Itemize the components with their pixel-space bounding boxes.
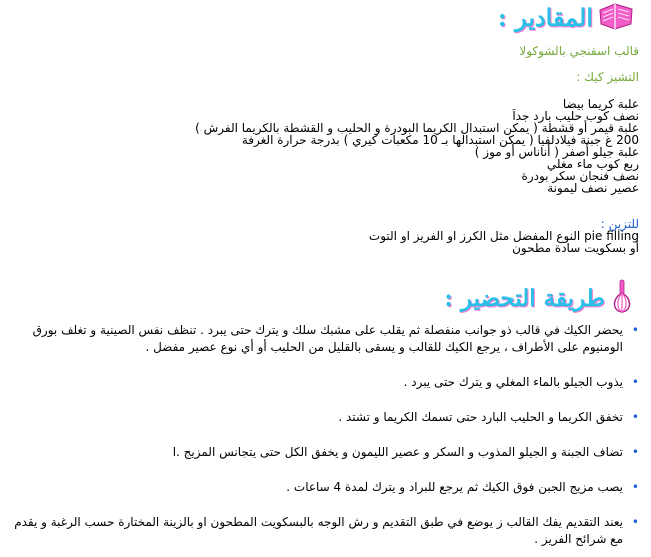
bullet-icon: •	[631, 410, 639, 424]
ingredient-item: علبة كريما بيضا	[562, 97, 639, 111]
ingredients-heading	[498, 0, 635, 34]
list-item	[6, 479, 641, 496]
list-item	[6, 322, 641, 356]
list-item	[6, 444, 641, 461]
bullet-icon: •	[631, 375, 639, 389]
garnish-item: pie filling النوع المفضل مثل الكرز او الفريز او التوت	[368, 229, 639, 243]
ingredients-list	[195, 98, 639, 194]
step-text: تضاف الجبنة و الجيلو المذوب و السكر و عصير الليمون و يخفق الكل حتى يتجانس المزيج .ا	[172, 445, 623, 459]
step-text: يحضر الكيك في قالب ذو جوانب منفصلة ثم يقلب على مشبك سلك و يترك حتى يبرد . تنظف نفس الصينية و تغلف بورق الومنيوم على الأطراف ، يرجع الكيك للقالب و يسقى بالقليل من الحليب أو أي نوع عصير مفضل .	[32, 323, 623, 354]
cake-label: التشيز كيك :	[576, 70, 639, 84]
garnish-item: أو بسكويت سادة مطحون	[512, 241, 639, 255]
method-title: طريقة التحضير :	[444, 284, 605, 312]
ingredient-item: 200 غ جبنة فيلادلفيا ( يمكن استبدالها بـ 10 مكعبات كيري ) بدرجة حرارة الغرفة	[241, 133, 639, 147]
bullet-icon: •	[631, 323, 639, 337]
garnish-section	[369, 218, 639, 254]
list-item	[6, 409, 641, 426]
step-text: يصب مزيج الجبن فوق الكيك ثم يرجع للبراد و يترك لمدة 4 ساعات .	[286, 480, 623, 494]
method-steps	[6, 322, 641, 548]
step-text: يذوب الجيلو بالماء المغلي و يترك حتى يبرد .	[403, 375, 623, 389]
list-item	[6, 374, 641, 391]
method-heading	[444, 278, 635, 318]
ingredient-item: نصف كوب حليب بارد جداَ	[512, 109, 639, 123]
bullet-icon: •	[631, 515, 639, 529]
step-text: يعند التقديم يفك القالب ز يوضع في طبق التقديم و رش الوجه بالبسكويت المطحون او بالزينة المختارة حسب الرغبة و يقدم مع شرائح الفريز .	[14, 515, 623, 546]
ingredient-item: علبة قيمر أو قشطة ( يمكن استبدال الكريما البودرة و الحليب و القشطة بالكريما الفرش )	[195, 121, 639, 135]
garnish-label: للتزين :	[600, 217, 639, 231]
ingredient-item: عصير نصف ليمونة	[547, 181, 639, 195]
ingredient-item: نصف فنجان سكر بودرة	[521, 169, 639, 183]
ingredient-item: علبة جيلو أصفر ( أناناس أو موز )	[474, 145, 639, 159]
list-item	[6, 514, 641, 548]
whisk-icon	[609, 278, 635, 318]
bullet-icon: •	[631, 480, 639, 494]
ingredients-title: المقادير :	[497, 2, 593, 32]
step-text: تخفق الكريما و الحليب البارد حتى تسمك الكريما و تشتد .	[338, 410, 623, 424]
recipe-name: قالب اسفنجي بالشوكولا	[519, 44, 639, 58]
book-icon	[597, 0, 635, 34]
bullet-icon: •	[631, 445, 639, 459]
ingredient-item: ربع كوب ماء مغلي	[546, 157, 639, 171]
